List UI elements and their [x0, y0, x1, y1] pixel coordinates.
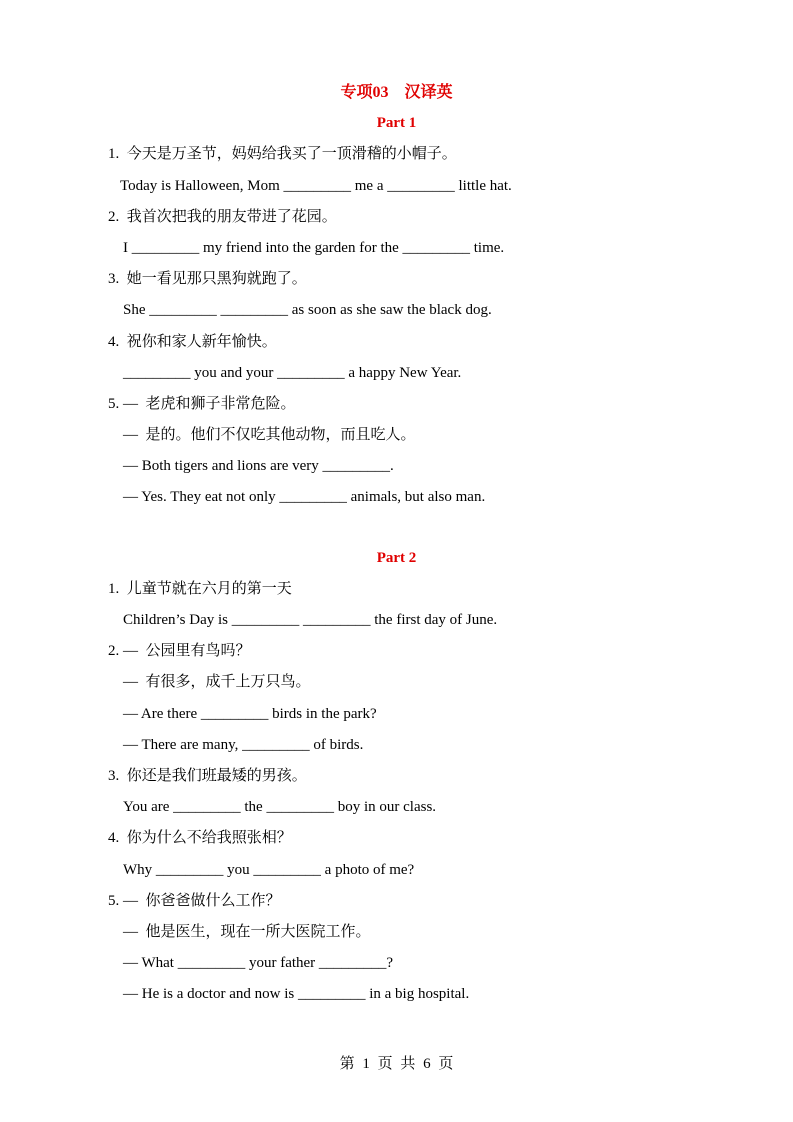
p2-question-5-english-a: — What _________ your father _________?: [123, 955, 394, 972]
question-3-chinese: 3. 她一看见那只黑狗就跑了。: [108, 271, 307, 288]
p2-question-5-chinese-b: — 他是医生，现在一所大医院工作。: [123, 923, 371, 940]
p2-question-4-chinese: 4. 你为什么不给我照张相？: [108, 830, 292, 847]
question-5-chinese-a: 5. — 老虎和狮子非常危险。: [108, 395, 296, 412]
p2-question-4-english: Why _________ you _________ a photo of me?: [123, 861, 415, 878]
page-footer: 第 1 页 共 6 页: [339, 1056, 454, 1072]
question-4-chinese: 4. 祝你和家人新年愉快。: [108, 333, 277, 350]
p2-question-3-chinese: 3. 你还是我们班最矮的男孩。: [108, 767, 307, 784]
p2-question-2-english-a: — Are there _________ birds in the park?: [123, 705, 377, 722]
question-1-english: Today is Halloween, Mom _________ me a _________ little hat.: [120, 177, 512, 194]
question-5-chinese-b: — 是的。他们不仅吃其他动物，而且吃人。: [123, 427, 416, 444]
p2-question-2-chinese-a: 2. — 公园里有鸟吗？: [108, 643, 251, 660]
question-1-chinese: 1. 今天是万圣节，妈妈给我买了一顶滑稽的小帽子。: [108, 146, 457, 163]
p2-question-2-chinese-b: — 有很多，成千上万只鸟。: [123, 674, 311, 691]
document-title: 专项03 汉译英: [340, 84, 453, 101]
question-4-english: _________ you and your _________ a happy New Year.: [123, 364, 462, 381]
part-2-heading: Part 2: [376, 549, 417, 566]
p2-question-5-chinese-a: 5. — 你爸爸做什么工作？: [108, 892, 281, 909]
p2-question-5-english-b: — He is a doctor and now is _________ in a big hospital.: [123, 986, 470, 1003]
p2-question-3-english: You are _________ the _________ boy in our class.: [123, 799, 437, 816]
question-2-chinese: 2. 我首次把我的朋友带进了花园。: [108, 208, 337, 225]
p2-question-1-english: Children’s Day is _________ _________ the first day of June.: [123, 612, 498, 628]
question-5-english-a: — Both tigers and lions are very _________.: [123, 458, 394, 475]
part-1-heading: Part 1: [376, 115, 417, 132]
p2-question-1-chinese: 1. 儿童节就在六月的第一天: [108, 580, 292, 597]
p2-question-2-english-b: — There are many, _________ of birds.: [123, 736, 364, 753]
question-3-english: She _________ _________ as soon as she saw the black dog.: [123, 302, 492, 319]
question-5-english-b: — Yes. They eat not only _________ animals, but also man.: [123, 489, 486, 506]
question-2-english: I _________ my friend into the garden for the _________ time.: [123, 239, 505, 256]
